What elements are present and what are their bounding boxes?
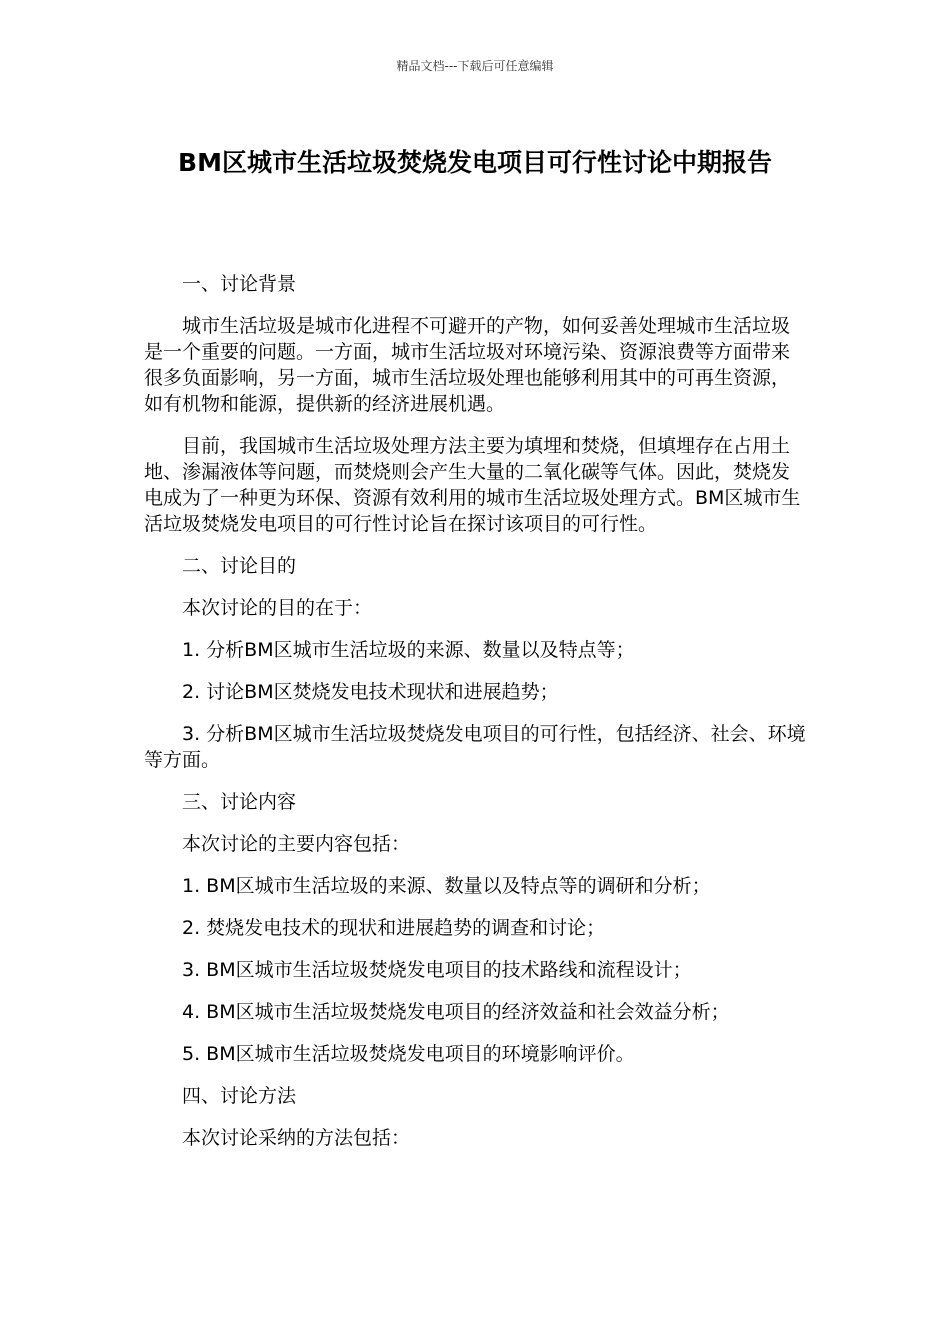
list-item: 3. BM区城市生活垃圾焚烧发电项目的技术路线和流程设计； [182,959,692,981]
list-item: 1. BM区城市生活垃圾的来源、数量以及特点等的调研和分析； [182,875,711,897]
section-heading: 一、讨论背景 [182,273,297,295]
paragraph: 本次讨论的主要内容包括： [182,833,411,855]
section-heading: 三、讨论内容 [182,791,297,813]
section-heading: 四、讨论方法 [182,1085,297,1107]
document-body [144,271,806,1167]
list-item: 2. 讨论BM区焚烧发电技术现状和进展趋势； [182,681,559,703]
list-item: 5. BM区城市生活垃圾焚烧发电项目的环境影响评价。 [182,1043,635,1065]
list-item: 2. 焚烧发电技术的现状和进展趋势的调查和讨论； [182,917,606,939]
list-item: 1. 分析BM区城市生活垃圾的来源、数量以及特点等； [182,639,635,661]
paragraph: 目前，我国城市生活垃圾处理方法主要为填埋和焚烧，但填埋存在占用土地、渗漏液体等问题，而焚烧则会产生大量的二氧化碳等气体。因此，焚烧发电成为了一种更为环保、资源有效利用的城市生活垃圾处理方式。BM区城市生活垃圾焚烧发电项目的可行性讨论旨在探讨该项目的可行性。 [144,435,801,535]
paragraph: 本次讨论的目的在于： [182,597,373,619]
list-item: 4. BM区城市生活垃圾焚烧发电项目的经济效益和社会效益分析； [182,1001,730,1023]
paragraph: 城市生活垃圾是城市化进程不可避开的产物，如何妥善处理城市生活垃圾是一个重要的问题。一方面，城市生活垃圾对环境污染、资源浪费等方面带来很多负面影响，另一方面，城市生活垃圾处理也能够利用其中的可再生资源，如有机物和能源，提供新的经济进展机遇。 [144,315,791,415]
document-title: BM区城市生活垃圾焚烧发电项目可行性讨论中期报告 [178,148,772,177]
list-item: 3. 分析BM区城市生活垃圾焚烧发电项目的可行性，包括经济、社会、环境等方面。 [144,723,806,771]
page-header: 精品文档---下载后可任意编辑 [396,59,554,73]
section-heading: 二、讨论目的 [182,555,297,577]
paragraph: 本次讨论采纳的方法包括： [182,1127,411,1149]
